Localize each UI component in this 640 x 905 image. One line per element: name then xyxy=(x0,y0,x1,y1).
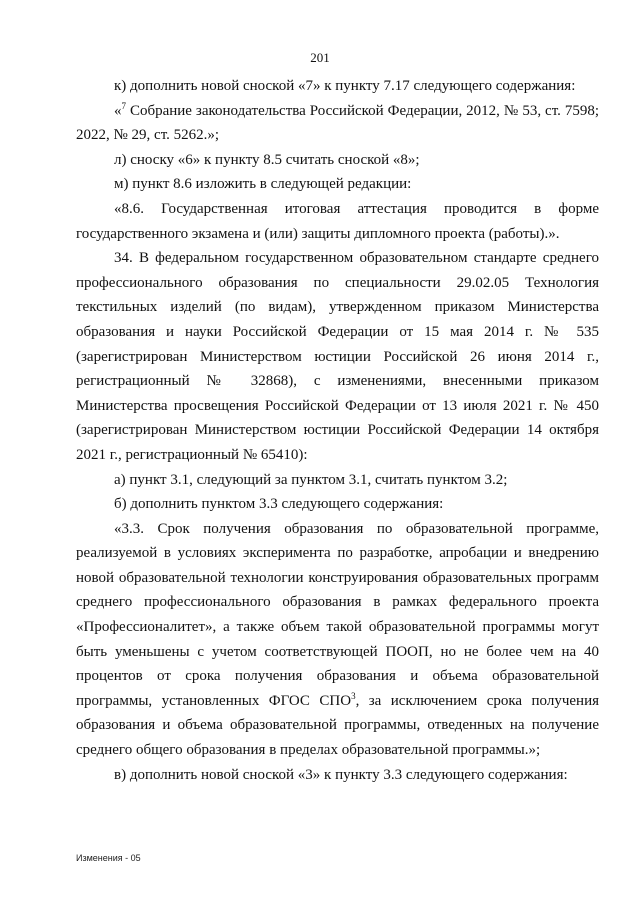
paragraph-34: 34. В федеральном государственном образовательном стандарте среднего профессионального образования по специальности 29.02.05 Технология текстильных изделий (по видам), утвержденном приказом Министерства образования и науки Российской Федерации от 15 мая 2014 г. № 535 (зарегистрирован Министерством юстиции Российской 26 июня 2014 г., регистрационный № 32868), с изменениями, внесенными приказом Министерства просвещения Российской Федерации от 13 июля 2021 г. № 450 (зарегистрирован Министерством юстиции Российской Федерации 14 октября 2021 г., регистрационный № 65410): xyxy=(76,250,599,463)
paragraph-k: к) дополнить новой сноской «7» к пункту 7.17 следующего содержания: xyxy=(114,78,576,94)
footer-note: Изменения - 05 xyxy=(76,853,141,863)
paragraph-b: б) дополнить пунктом 3.3 следующего содержания: xyxy=(114,496,444,513)
paragraph-a: а) пункт 3.1, следующий за пунктом 3.1, считать пунктом 3.2; xyxy=(114,471,508,488)
paragraph-8-6: «8.6. Государственная итоговая аттестация проводится в форме государственного экзамена и (или) защиты дипломного проекта (работы).». xyxy=(76,200,599,242)
footnote-marker-3: 3 xyxy=(351,690,356,701)
paragraph-footnote-7: «$^7$ Собрание законодательства Российской Федерации, 2012, № 53, ст. 7598; 2022, № 29, ст. 5262.»; xyxy=(76,100,599,144)
paragraph-3-3: «3.3. Срок получения образования по образовательной программе, реализуемой в условиях эксперимента по разработке, апробации и внедрению новой образовательной технологии конструирования образовательных программ среднего профессионального образования в рамках федерального проекта «Профессионалитет», а также объем такой образовательной программы могут быть уменьшены с учетом соответствующей ПООП, но не более чем на 40 процентов от срока получения образования и объема образовательной программы, установленных ФГОС СПО$^3$, за исключением срока получения образования и объема образовательной программы, отведенных на получение среднего общего образования в пределах образовательной программы.»; xyxy=(76,520,600,759)
footnote-marker-7: 7 xyxy=(121,100,126,111)
document-body xyxy=(76,74,599,787)
page-number: 201 xyxy=(310,50,330,65)
paragraph-l: л) сноску «6» к пункту 8.5 считать сноской «8»; xyxy=(114,151,420,168)
paragraph-m: м) пункт 8.6 изложить в следующей редакции: xyxy=(114,176,412,193)
paragraph-v: в) дополнить новой сноской «3» к пункту 3.3 следующего содержания: xyxy=(114,766,568,783)
